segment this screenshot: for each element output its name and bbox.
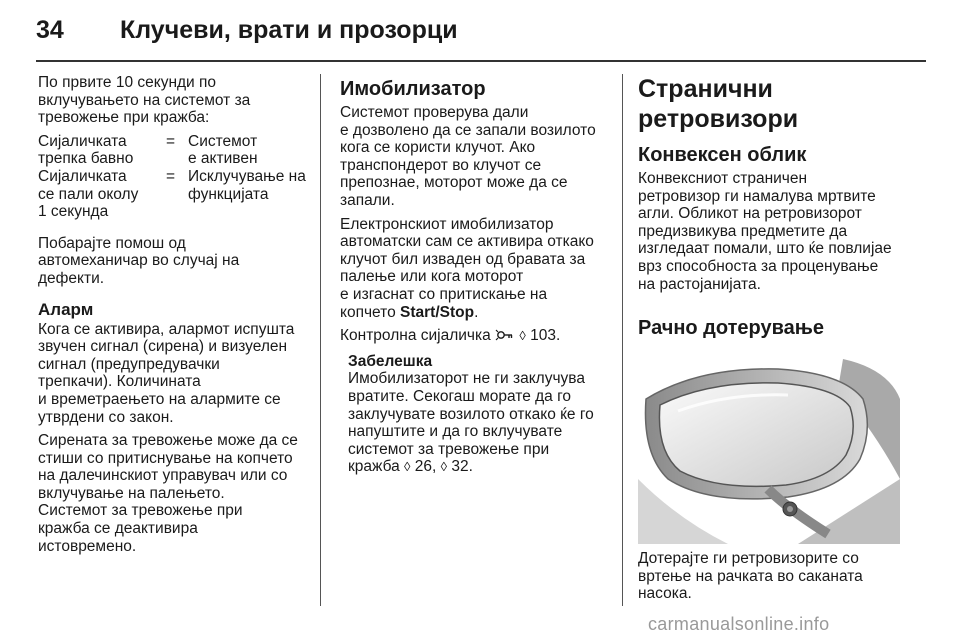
text-line: препознае, моторот може да се — [340, 174, 568, 192]
mirror-illustration — [638, 359, 900, 544]
text-line: врз способноста за проценување — [638, 257, 879, 275]
note-block — [348, 353, 612, 476]
immobilizer-paragraph-2 — [340, 216, 612, 322]
text-line: тревожење при кражба: — [38, 109, 210, 127]
manual-adjust-heading: Рачно дотерување — [638, 317, 824, 340]
page-ref-arrow-icon: ◊ — [404, 459, 411, 475]
text-line: насока. — [638, 585, 692, 603]
alarm-paragraph-2 — [38, 432, 306, 555]
text-line: Сијаличката — [38, 132, 127, 150]
text-line: е активен — [188, 150, 258, 168]
text-fragment: кражба — [348, 458, 405, 476]
text-line: трепкачи). Количината — [38, 373, 201, 391]
text-line: напуштите и да го вклучувате — [348, 423, 563, 441]
text-line: Сирената за тревожење може да се — [38, 432, 298, 450]
table-cell-condition — [38, 133, 166, 168]
alarm-paragraph-1 — [38, 321, 306, 427]
column-1 — [38, 74, 306, 561]
text-line: изгледаат помали, што ќе повлијае — [638, 240, 892, 258]
table-cell-meaning — [188, 133, 306, 168]
text-line: Дотерајте ги ретровизорите со — [638, 550, 859, 568]
text-line: Побарајте помош од — [38, 234, 186, 252]
text-line: Системот — [188, 132, 258, 150]
chapter-title: Клучеви, врати и прозорци — [120, 16, 458, 44]
page-number: 34 — [36, 16, 64, 44]
text-line: системот за тревожење при — [348, 440, 550, 458]
text-fragment: . — [474, 303, 479, 321]
text-line: стиши со притиснување на копчето — [38, 449, 293, 467]
immobilizer-heading: Имобилизатор — [340, 78, 486, 100]
table-row — [38, 168, 306, 221]
defect-paragraph — [38, 235, 306, 288]
page-reference: 32. — [447, 458, 473, 476]
mirror-caption — [638, 550, 910, 603]
page-header — [36, 12, 926, 58]
text-line: По првите 10 секунди по — [38, 74, 217, 91]
text-line: Сијаличката — [38, 167, 127, 185]
convex-heading: Конвексен облик — [638, 144, 807, 166]
text-line — [340, 304, 612, 322]
page-reference: 26, — [410, 458, 441, 476]
column-3 — [638, 74, 910, 609]
text-line: се пали околу — [38, 185, 139, 203]
text-line: транспондерот во клучот се — [340, 156, 542, 174]
text-line: палење или кога моторот — [340, 268, 524, 286]
text-line: е дозволено да се запали возилото — [340, 121, 596, 139]
page-ref-arrow-icon: ◊ — [440, 459, 448, 475]
table-cell-equals: = — [166, 167, 176, 185]
text-fragment: копчето — [340, 303, 401, 321]
text-line: Кога се активира, алармот испушта — [38, 320, 295, 338]
table-cell-condition — [38, 168, 166, 221]
text-line: автоматски сам се активира откако — [340, 233, 594, 251]
watermark: carmanualsonline.info — [648, 614, 830, 634]
key-light-icon — [495, 328, 515, 347]
table-cell-meaning — [188, 168, 306, 221]
convex-paragraph — [638, 170, 910, 293]
text-line: и времетраењето на алармите се — [38, 390, 281, 408]
text-line: дефекти. — [38, 269, 105, 287]
text-line: утврдени со закон. — [38, 408, 174, 426]
text-line: агли. Обликот на ретровизорот — [638, 205, 862, 223]
text-line: Системот проверува дали — [340, 104, 529, 121]
text-line: кога се користи клучот. Ако — [340, 139, 536, 157]
text-line: автомеханичар во случај на — [38, 252, 240, 270]
text-line: Имобилизаторот не ги заклучува — [348, 370, 585, 388]
intro-paragraph — [38, 74, 306, 127]
status-table — [38, 133, 306, 221]
text-line: ретровизор ги намалува мртвите — [638, 187, 876, 205]
text-line: запали. — [340, 191, 395, 209]
text-fragment: Контролна сијаличка — [340, 327, 496, 345]
text-line: функцијата — [188, 185, 269, 203]
table-row — [38, 133, 306, 168]
text-line: заклучувате возилото откако ќе го — [348, 405, 594, 423]
text-line: трепка бавно — [38, 150, 134, 168]
text-line: звучен сигнал (сирена) и визуелен — [38, 338, 288, 356]
page-reference: 103. — [525, 327, 561, 345]
text-line — [348, 458, 612, 476]
start-stop-label: Start/Stop — [400, 303, 475, 321]
text-line: кражба се деактивира — [38, 520, 198, 538]
text-line: на растојанијата. — [638, 275, 761, 293]
text-line: Конвексниот страничен — [638, 170, 808, 187]
text-line: сигнал (предупредувачки — [38, 355, 220, 373]
text-line: вртење на рачката во саканата — [638, 567, 863, 585]
text-line: вклучување на палењето. — [38, 484, 225, 502]
control-light-line — [340, 327, 612, 347]
text-line: Електронскиот имобилизатор — [340, 215, 554, 233]
text-line: на далечинскиот управувач или со — [38, 467, 288, 485]
text-line: 1 секунда — [38, 203, 109, 221]
text-line: вратите. Секогаш морате да го — [348, 387, 572, 405]
immobilizer-paragraph-1 — [340, 104, 612, 210]
text-line: е изгаснат со притискање на — [340, 285, 548, 303]
column-divider-1 — [320, 74, 321, 606]
column-2 — [340, 74, 612, 476]
mirrors-heading: Странични ретровизори — [638, 75, 799, 133]
page-ref-arrow-icon: ◊ — [519, 328, 526, 344]
alarm-heading: Аларм — [38, 299, 94, 319]
text-line: истовремено. — [38, 537, 137, 555]
text-line: предизвикува предметите да — [638, 222, 848, 240]
table-cell-equals: = — [166, 132, 176, 150]
text-line: клучот бил извaден од бравата за — [340, 250, 586, 268]
text-line: вклучувањето на системот за — [38, 91, 251, 109]
header-rule — [36, 60, 926, 62]
column-divider-2 — [622, 74, 623, 606]
note-title: Забелешка — [348, 352, 433, 370]
text-line: Системот за тревожење при — [38, 502, 243, 520]
text-line: Исклучување на — [188, 167, 306, 185]
